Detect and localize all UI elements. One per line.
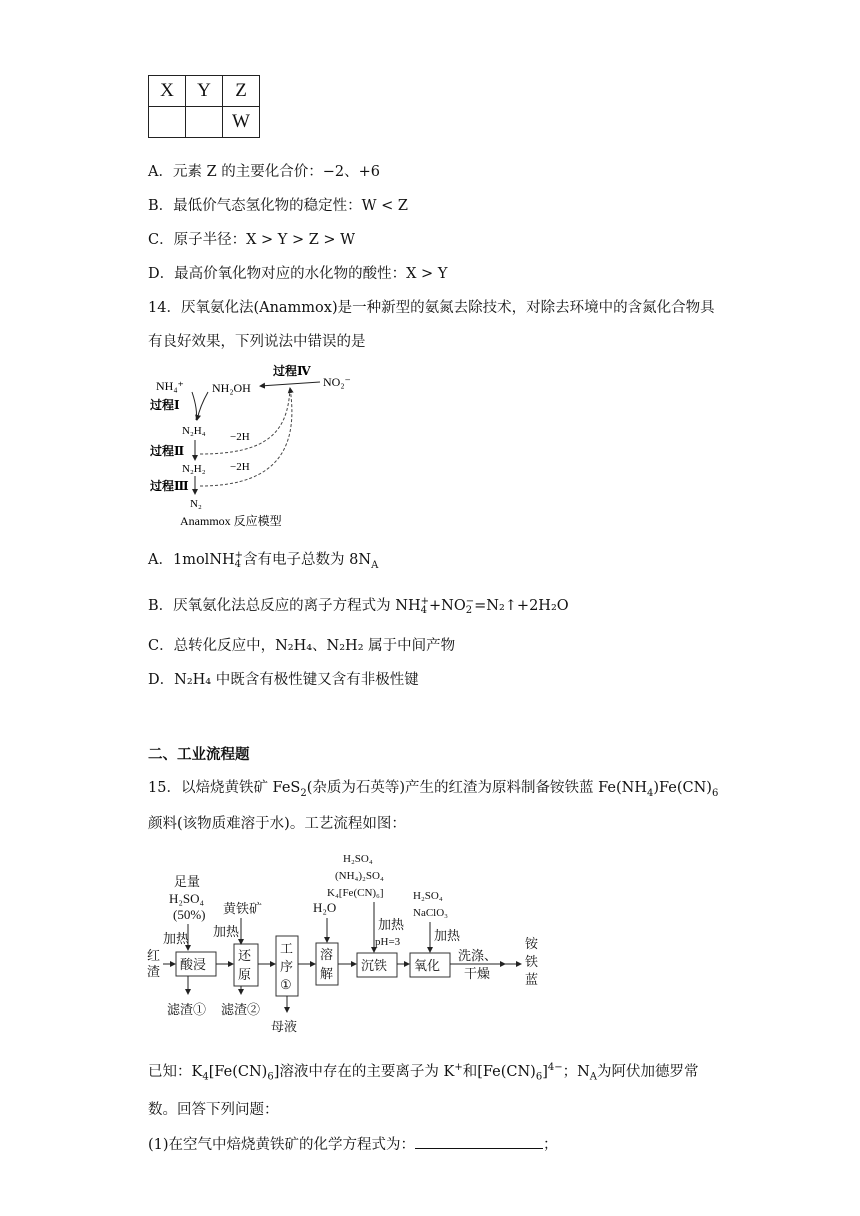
flow-label: H₂O	[313, 900, 337, 915]
flow-label: NaClO₃	[413, 907, 448, 919]
flow-label: 红	[147, 948, 161, 963]
anammox-diagram	[148, 362, 368, 530]
table-cell: X	[149, 76, 186, 107]
q13-option-b: B．最低价气态氢化物的稳定性：W < Z	[148, 198, 409, 214]
process-1-label: 过程Ⅰ	[150, 398, 180, 412]
q13-option-a: A．元素 Z 的主要化合价：−2、+6	[148, 164, 381, 180]
q15-known-line2: 数。回答下列问题：	[148, 1102, 279, 1118]
q14-option-a: A．1molNH + 4 含有电子总数为 $8N_A$	[148, 550, 379, 571]
flow-label: 加热	[213, 924, 240, 939]
flow-label: (NH₄)₂SO₄	[335, 870, 384, 882]
flow-box-oxidation: 氧化	[414, 958, 441, 973]
flow-box-dissolve: 溶	[320, 947, 334, 962]
n2h4-label: N₂H₄	[182, 425, 206, 437]
flow-label: 洗涤、	[458, 948, 498, 963]
q14-option-c: C．总转化反应中，N₂H₄、N₂H₂ 属于中间产物	[148, 638, 456, 654]
flow-label: 加热	[378, 917, 405, 932]
flow-label: 铁	[525, 954, 539, 969]
process-flow-diagram	[145, 848, 555, 1040]
flow-label: 加热	[434, 928, 461, 943]
flow-label: 干燥	[464, 966, 491, 981]
flow-label: 加热	[163, 931, 190, 946]
diagram-caption: Anammox 反应模型	[180, 514, 282, 528]
nh4-label: NH₄⁺	[156, 379, 184, 393]
section-heading: 二、工业流程题	[148, 746, 250, 763]
nh2oh-label: NH₂OH	[212, 381, 251, 395]
flow-label: H₂SO₄	[413, 890, 443, 902]
flow-label: 黄铁矿	[223, 901, 263, 916]
n2-label: N₂	[190, 498, 202, 510]
minus-2h-label: −2H	[230, 431, 250, 443]
flow-box-iron-precipitation: 沉铁	[361, 958, 388, 973]
q15-question-1: (1)在空气中焙烧黄铁矿的化学方程式为： ；	[148, 1134, 558, 1155]
q13-option-d: D．最高价氧化物对应的水化物的酸性：X > Y	[148, 266, 448, 282]
flow-label: 蓝	[525, 972, 539, 987]
table-cell: Y	[186, 76, 223, 107]
flow-label: K₄[Fe(CN)₆]	[327, 887, 384, 899]
flow-label: 滤渣①	[167, 1002, 207, 1017]
process-3-label: 过程Ⅲ	[150, 479, 189, 493]
minus-2h-label: −2H	[230, 461, 250, 473]
flow-label: pH=3	[375, 936, 401, 948]
q14-stem-line2: 有良好效果，下列说法中错误的是	[148, 334, 366, 350]
flow-label: 母液	[271, 1019, 298, 1034]
flow-label: (50%)	[173, 907, 206, 922]
flow-box-dissolve: 解	[320, 966, 334, 981]
table-cell	[186, 107, 223, 138]
q14-stem-line1: 14．厌氧氨化法(Anammox)是一种新型的氨氮去除技术，对除去环境中的含氮化合物具	[148, 300, 715, 316]
flow-box-reduce: 原	[238, 967, 252, 982]
process-2-label: 过程Ⅱ	[150, 444, 185, 458]
q15-known-line1: 已知：$K_4[Fe(CN)_6]$溶液中存在的主要离子为 K+和$[Fe(CN)_6]^{4-}$；$N_A$为阿伏加德罗常	[148, 1062, 699, 1083]
process-4-label: 过程Ⅳ	[273, 364, 311, 378]
flow-box-reduce: 还	[238, 948, 252, 963]
no2-label: NO₂⁻	[323, 375, 351, 389]
flow-label: H₂SO₄	[169, 891, 205, 906]
q15-stem-line1: 15．以焙烧黄铁矿 FeS$_2$(杂质为石英等)产生的红渣为原料制备铵铁蓝 $Fe(NH_4)Fe(CN)_6$	[148, 780, 719, 799]
flow-label: 滤渣②	[221, 1002, 261, 1017]
q14-option-b: B．厌氧氨化法总反应的离子方程式为 NH + 4 +NO − 2 =N₂↑+2H₂O	[148, 596, 569, 616]
element-position-table	[148, 75, 260, 138]
q13-option-c: C．原子半径：X > Y > Z > W	[148, 232, 356, 248]
flow-label: 渣	[147, 964, 161, 979]
q14-option-d: D．N₂H₄ 中既含有极性键又含有非极性键	[148, 672, 419, 688]
flow-box-process: 序	[280, 959, 294, 974]
flow-label: H₂SO₄	[343, 853, 373, 865]
n2h2-label: N₂H₂	[182, 463, 206, 475]
flow-label: 足量	[174, 874, 201, 889]
flow-box-process: ①	[280, 977, 292, 992]
flow-box-acid-leach: 酸浸	[180, 957, 207, 972]
answer-blank[interactable]	[415, 1134, 543, 1149]
table-cell: W	[223, 107, 260, 138]
q15-stem-line2: 颜料(该物质难溶于水)。工艺流程如图：	[148, 816, 406, 832]
table-cell: Z	[223, 76, 260, 107]
flow-label: 铵	[525, 936, 539, 951]
flow-box-process: 工	[280, 941, 294, 956]
table-cell	[149, 107, 186, 138]
